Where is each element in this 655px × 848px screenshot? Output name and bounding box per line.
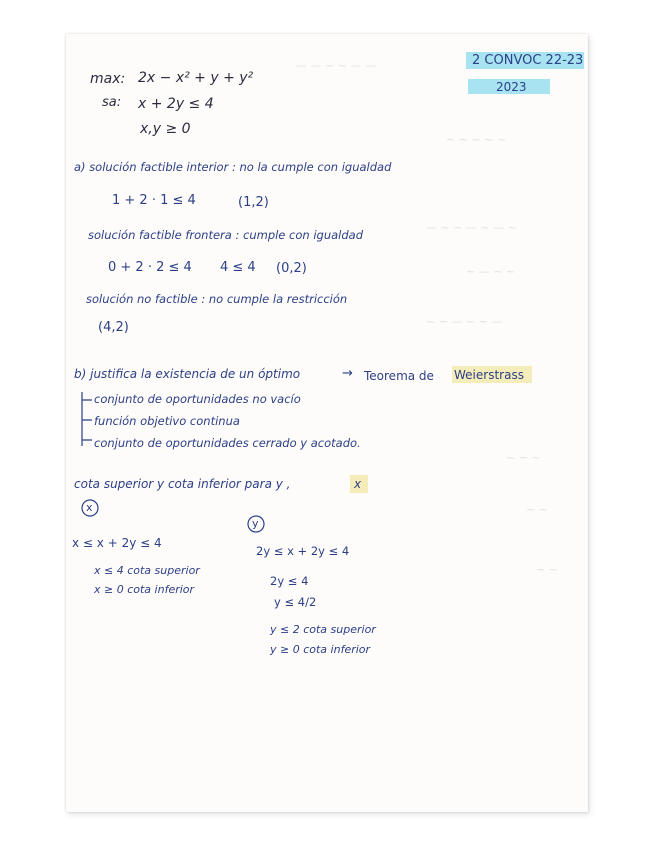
bounds-title-var: x	[354, 477, 362, 491]
conditions-bracket	[76, 390, 96, 450]
bleed-through-text: ~ ~ — ~ ~ —	[426, 315, 503, 328]
frontier-point: (0,2)	[276, 261, 307, 276]
part-b-arrow: →	[342, 366, 353, 381]
paper-sheet	[66, 34, 588, 812]
bleed-through-text: ~ ~	[536, 563, 558, 576]
bleed-through-text: ~ ~ ~ ~ ~	[446, 133, 507, 146]
bleed-through-text: ~ ~	[526, 503, 548, 516]
convocatoria-label: 2 CONVOC 22-23	[472, 53, 584, 68]
x-inequality: x ≤ x + 2y ≤ 4	[72, 536, 162, 550]
y-step-2: y ≤ 4/2	[274, 595, 317, 609]
y-upper-bound: y ≤ 2 cota superior	[270, 623, 376, 636]
infeasible-title: solución no factible : no cumple la restricción	[86, 292, 348, 306]
y-lower-bound: y ≥ 0 cota inferior	[270, 643, 371, 656]
bounds-title: cota superior y cota inferior para y ,	[74, 477, 291, 491]
year-label: 2023	[496, 80, 527, 94]
frontier-result: 4 ≤ 4	[220, 260, 256, 275]
y-circle-label: y	[252, 517, 259, 530]
x-circle-label: x	[86, 501, 93, 514]
theorem-label: Teorema de	[364, 369, 434, 383]
interior-title: a) solución factible interior : no la cumple con igualdad	[74, 160, 392, 174]
x-lower-bound: x ≥ 0 cota inferior	[94, 583, 195, 596]
frontier-eval: 0 + 2 · 2 ≤ 4	[108, 260, 192, 275]
sa-label: sa:	[102, 95, 122, 110]
constraint-2: x,y ≥ 0	[140, 121, 191, 137]
condition-3: conjunto de oportunidades cerrado y acotado.	[94, 436, 361, 450]
bleed-through-text: ~ — ~ ~	[466, 265, 516, 278]
condition-1: conjunto de oportunidades no vacío	[94, 392, 301, 406]
y-inequality: 2y ≤ x + 2y ≤ 4	[256, 544, 350, 558]
interior-eval: 1 + 2 · 1 ≤ 4	[112, 193, 196, 208]
bleed-through-text: — ~ ~ — ~ — ~	[426, 221, 517, 234]
part-b-title: b) justifica la existencia de un óptimo	[74, 367, 301, 381]
condition-2: función objetivo continua	[94, 414, 240, 428]
x-upper-bound: x ≤ 4 cota superior	[94, 564, 200, 577]
constraint-1: x + 2y ≤ 4	[138, 96, 214, 112]
bleed-through-text: ~ ~ ~	[506, 451, 541, 464]
y-step-1: 2y ≤ 4	[270, 574, 309, 588]
bleed-through-text: — — ~ ~ — —	[296, 59, 376, 72]
frontier-title: solución factible frontera : cumple con igualdad	[88, 228, 364, 242]
theorem-name: Weierstrass	[454, 368, 524, 382]
interior-point: (1,2)	[238, 195, 269, 210]
objective-function: 2x − x² + y + y²	[138, 70, 254, 86]
max-label: max:	[90, 71, 126, 87]
infeasible-point: (4,2)	[98, 320, 129, 335]
